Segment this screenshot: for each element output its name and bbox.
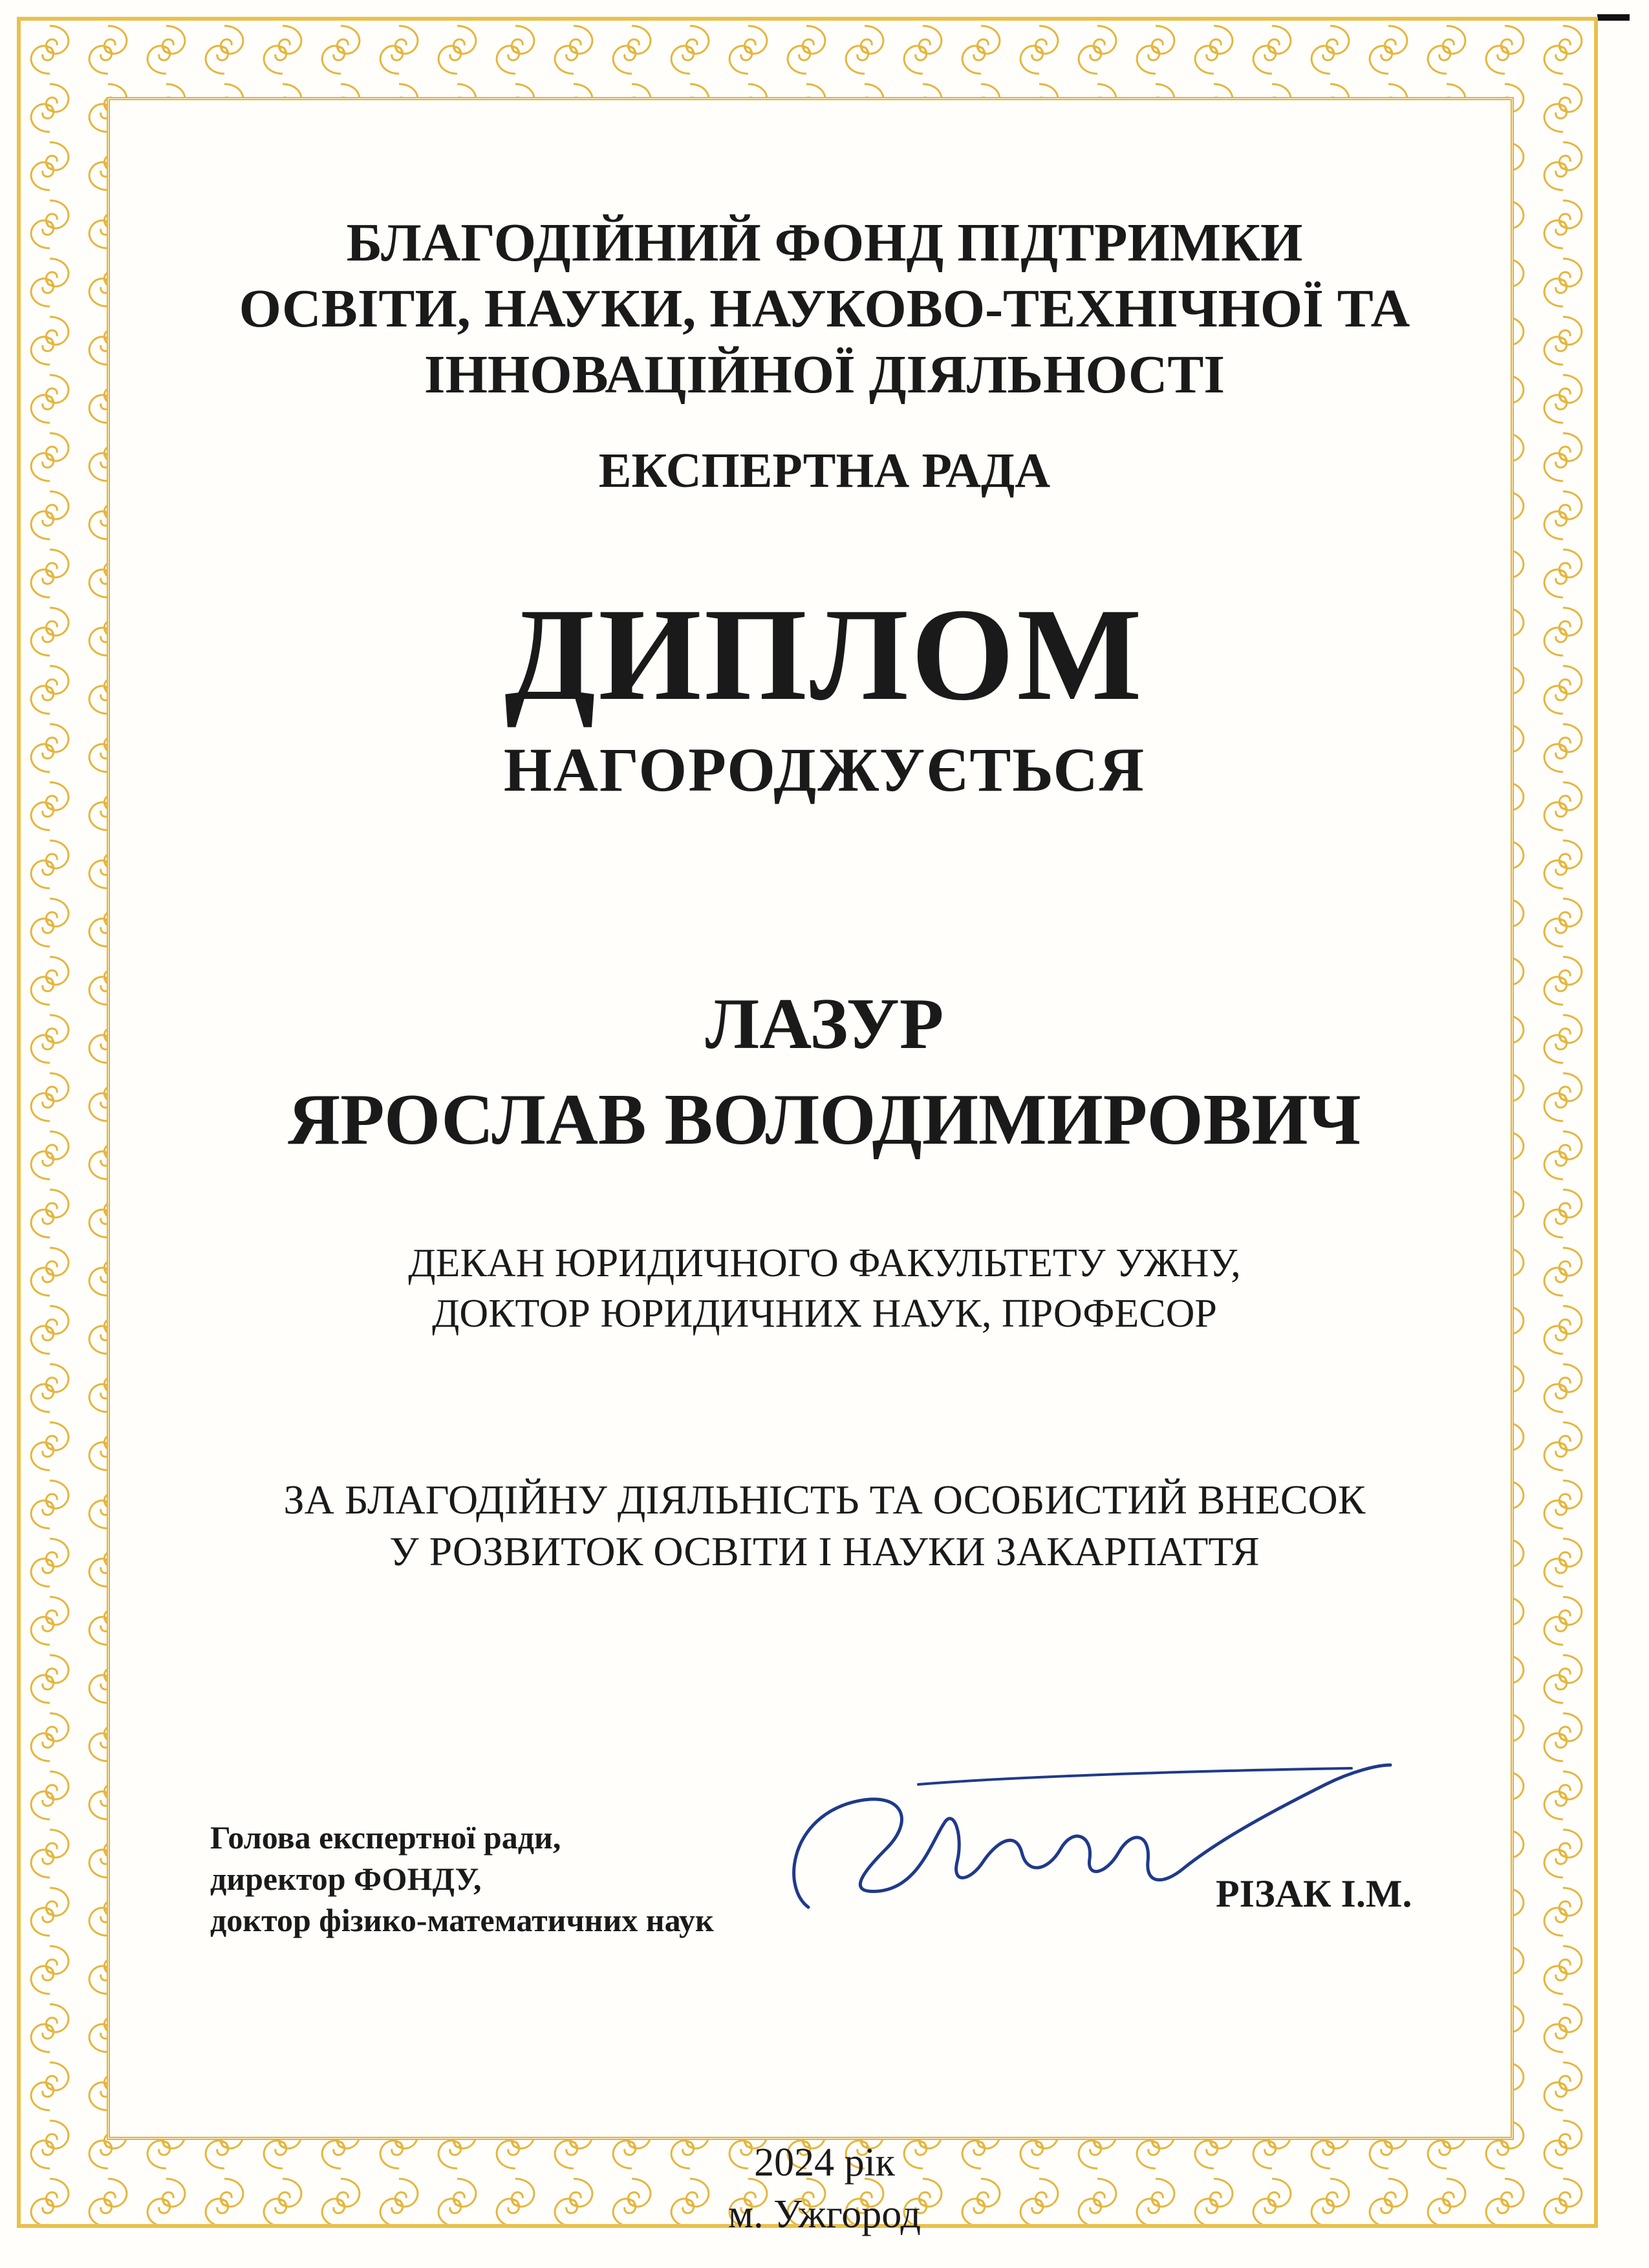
fund-name-line-1: БЛАГОДІЙНИЙ ФОНД ПІДТРИМКИ	[346, 213, 1303, 273]
recipient-surname: ЛАЗУР	[705, 984, 944, 1064]
position-line-2: ДОКТОР ЮРИДИЧНИХ НАУК, ПРОФЕСОР	[432, 1292, 1217, 1336]
signatory-role-line-2: директор ФОНДУ,	[210, 1861, 482, 1897]
issue-city: м. Ужгород	[727, 2192, 921, 2236]
diploma-title: ДИПЛОМ	[504, 581, 1145, 728]
signatory-name: РІЗАК І.М.	[1216, 1872, 1412, 1915]
signatory-role-line-3: доктор фізико-математичних наук	[210, 1902, 714, 1938]
award-reason	[0, 1474, 1649, 1578]
fund-name	[0, 210, 1649, 408]
position-line-1: ДЕКАН ЮРИДИЧНОГО ФАКУЛЬТЕТУ УЖНУ,	[408, 1241, 1241, 1285]
recipient-position	[0, 1238, 1649, 1339]
fund-name-line-2: ОСВІТИ, НАУКИ, НАУКОВО-ТЕХНІЧНОЇ ТА	[239, 279, 1410, 339]
reason-line-2: У РОЗВИТОК ОСВІТИ І НАУКИ ЗАКАРПАТТЯ	[389, 1528, 1260, 1574]
signatory-role	[210, 1817, 714, 1941]
recipient-given-names: ЯРОСЛАВ ВОЛОДИМИРОВИЧ	[288, 1080, 1361, 1160]
issue-year: 2024 рік	[754, 2141, 895, 2185]
expert-council-heading: ЕКСПЕРТНА РАДА	[598, 444, 1051, 498]
scan-mark	[1597, 14, 1630, 21]
signatory-role-line-1: Голова експертної ради,	[210, 1819, 561, 1856]
reason-line-1: ЗА БЛАГОДІЙНУ ДІЯЛЬНІСТЬ ТА ОСОБИСТИЙ ВНЕСОК	[283, 1477, 1366, 1523]
awarded-heading: НАГОРОДЖУЄТЬСЯ	[503, 735, 1146, 804]
fund-name-line-3: ІННОВАЦІЙНОЇ ДІЯЛЬНОСТІ	[424, 345, 1225, 405]
recipient-name	[0, 976, 1649, 1168]
